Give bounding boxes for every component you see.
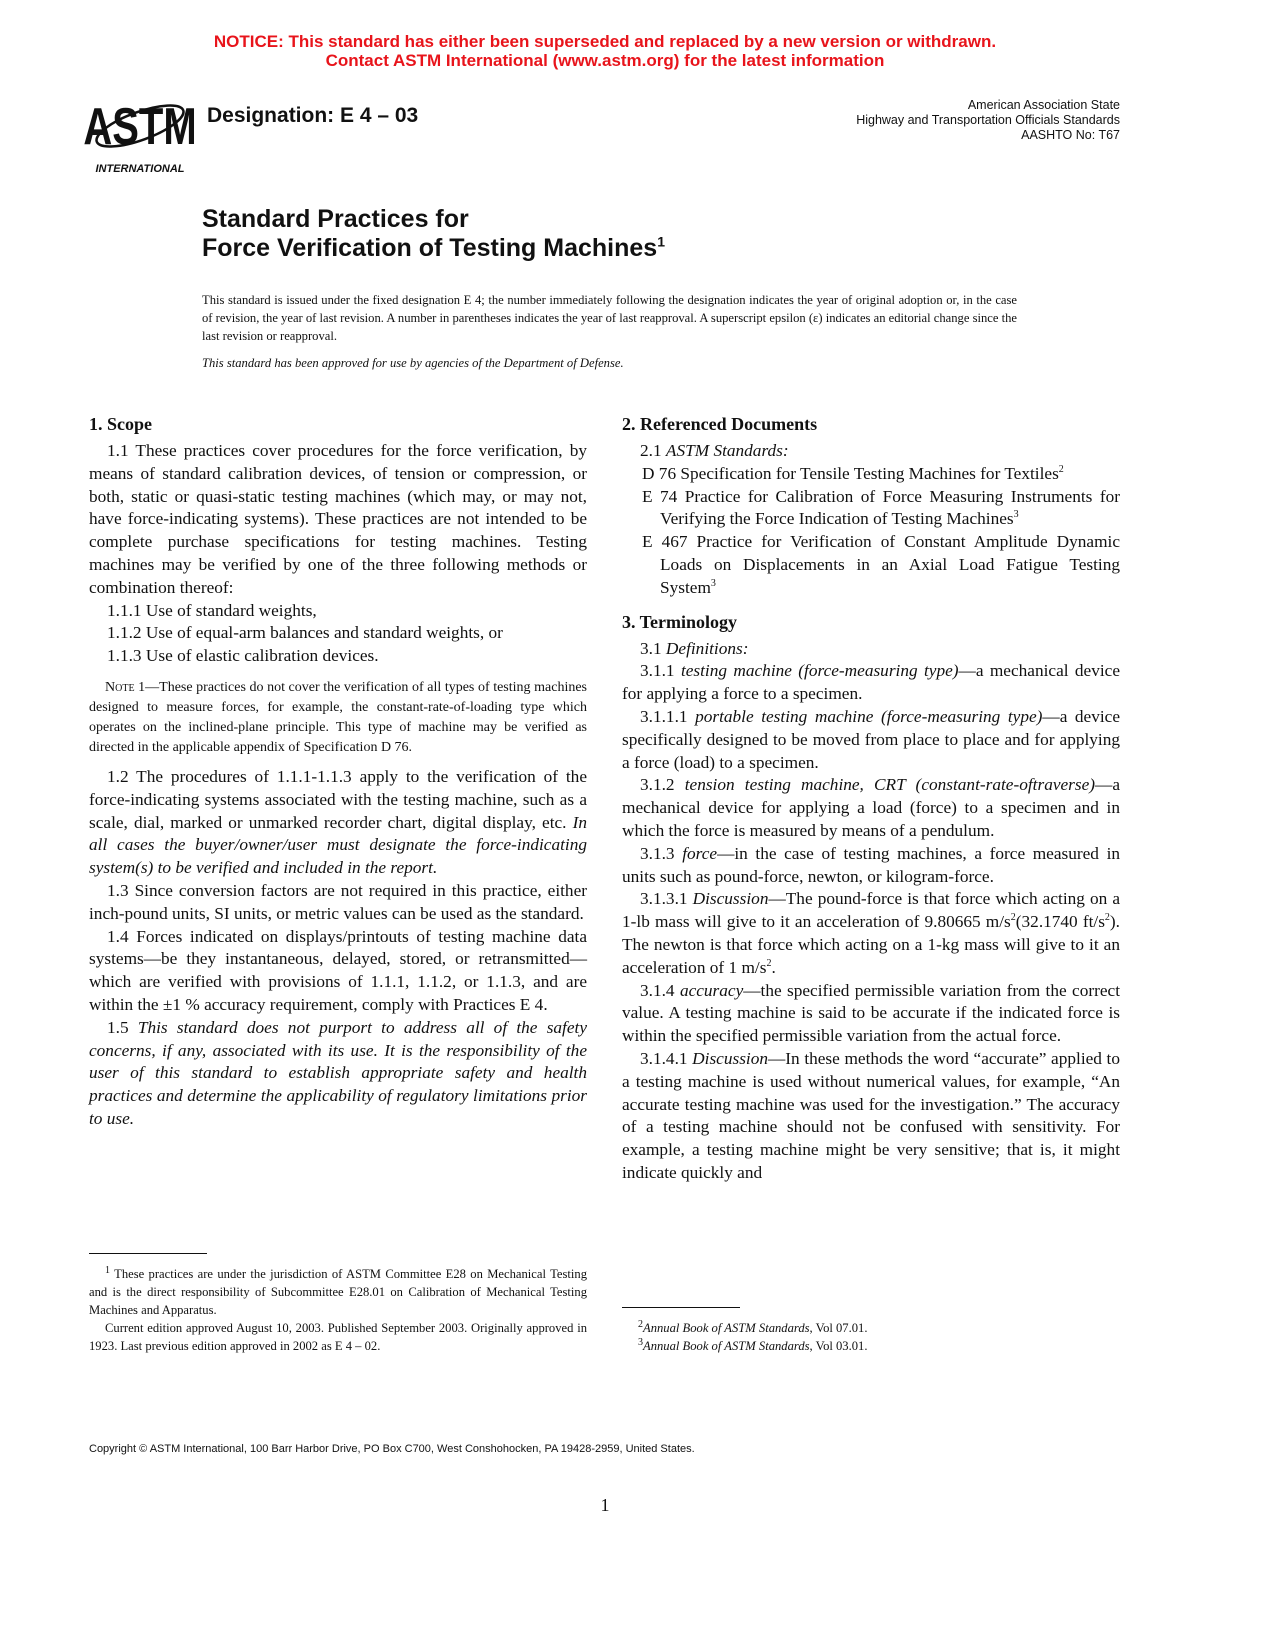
footnote-ref: 2 <box>1104 912 1110 924</box>
text-run: ASTM Standards: <box>665 441 789 460</box>
text-run: accuracy <box>679 980 744 1000</box>
svg-text:INTERNATIONAL: INTERNATIONAL <box>95 163 185 175</box>
text-run: Current edition approved August 10, 2003. Published September 2003. Originally approved in 1923. Last previous edition approved in 2002 as E 4 – 02. <box>89 1321 587 1353</box>
text-run: —a mechanical device for applying a force to a specimen. <box>622 661 1120 704</box>
title-line-2: Force Verification of Testing Machines <box>202 234 658 262</box>
text-run: force <box>682 843 718 863</box>
issuance-note: This standard is issued under the fixed designation E 4; the number immediately following the designation indicates the year of original adoption or, in the case of revision, the year of last revision. A number in parentheses indicates the year of last reapproval. A superscript epsilon (ε) indicates an editorial change since the last revision or reapproval. <box>202 293 1017 343</box>
text-run: 1.1.1 Use of standard weights, <box>107 600 317 620</box>
text-run: In all cases the buyer/owner/user must designate the force-indicating system(s) to be verified and included in the report. <box>89 812 587 878</box>
text-run: Annual Book of ASTM Standards <box>643 1321 810 1335</box>
text-run: 1.2 The procedures of 1.1.1-1.1.3 apply to the verification of the force-indicating systems associated with the testing machine, such as a scale, dial, marked or unmarked recorder chart, digital display, etc. <box>89 766 587 832</box>
text-run: —In these methods the word “accurate” applied to a testing machine is used without numerical values, for example, “An accurate testing machine was used for the investigation.” The accuracy of a testing machine should not be confused with sensitivity. For example, a testing machine might be very sensitive; that is, it might indicate quickly and <box>622 1048 1120 1182</box>
text-run: (32.1740 ft/s <box>1015 912 1105 932</box>
aashto-line: Highway and Transportation Officials Standards <box>856 113 1120 127</box>
paragraph <box>622 531 1120 599</box>
text-run: This standard does not purport to address all of the safety concerns, if any, associated with its use. It is the responsibility of the user of this standard to establish appropriate safety and health practices and determine the applicability of regulatory limitations prior to use. <box>89 1017 588 1128</box>
text-run: . <box>771 957 776 977</box>
section-heading: 1. Scope <box>89 414 152 434</box>
title-line-1: Standard Practices for <box>202 205 469 233</box>
text-run: 1.4 Forces indicated on displays/printouts of testing machine data systems—be they instantaneous, delayed, stored, or retransmitted—which are verified with provisions of 1.1.1, 1.1.2, or 1.1.3, and are within the ±1 % accuracy requirement, comply with Practices E 4. <box>89 926 587 1014</box>
footnotes-left <box>89 1265 587 1355</box>
aashto-reference <box>856 98 1120 143</box>
paragraph <box>622 1048 1120 1185</box>
text-run: portable testing machine (force-measuring type) <box>695 706 1043 726</box>
footnote-ref: 2 <box>638 1318 643 1330</box>
footnote-rule <box>89 1253 207 1254</box>
paragraph <box>89 440 587 600</box>
text-run: 3.1.3 <box>640 843 683 863</box>
text-run: These practices are under the jurisdiction of ASTM Committee E28 on Mechanical Testing and is the direct responsibility of Subcommittee E28.01 on Calibration of Mechanical Testing Machines and Apparatus. <box>89 1267 587 1317</box>
paragraph <box>89 926 587 1017</box>
text-run: 1.3 Since conversion factors are not required in this practice, either inch-pound units, SI units, or metric values can be used as the standard. <box>89 880 587 923</box>
footnote <box>622 1337 1120 1355</box>
designation: Designation: E 4 – 03 <box>207 104 419 127</box>
text-run: D 76 Specification for Tensile Testing Machines for Textiles <box>642 463 1059 483</box>
svg-text:ASTM: ASTM <box>83 96 197 156</box>
paragraph <box>622 638 1120 661</box>
text-run: testing machine (force-measuring type) <box>680 661 959 681</box>
footnote-ref: 3 <box>1013 509 1019 521</box>
document-title <box>202 205 665 263</box>
text-run: 3.1.3.1 <box>640 889 693 909</box>
text-run: 1.5 <box>107 1017 138 1037</box>
paragraph <box>89 600 587 623</box>
text-run: 1—These practices do not cover the verification of all types of testing machines designed to measure forces, for example, the constant-rate-of-loading type which operates on the inclined-plane principle. This type of machine may be verified as directed in the applicable appendix of Specification D 76. <box>89 679 587 755</box>
paragraph <box>622 706 1120 774</box>
text-run: —a device specifically designed to be moved from place to place and for applying a force (load) to a specimen. <box>622 706 1121 772</box>
dod-approval: This standard has been approved for use by agencies of the Department of Defense. <box>202 356 624 370</box>
footnote-ref: 2 <box>766 957 772 969</box>
footnotes-right <box>622 1319 1120 1355</box>
text-run: E 74 Practice for Calibration of Force Measuring Instruments for Verifying the Force Indication of Testing Machines <box>642 486 1120 529</box>
text-run: 3.1 <box>640 638 666 658</box>
text-run: Annual Book of ASTM Standards <box>643 1339 810 1353</box>
paragraph <box>89 766 587 880</box>
text-run: Discussion <box>692 1048 769 1068</box>
left-column <box>89 412 587 1131</box>
text-run: ). The newton is that force which acting on a 1-kg mass will give to it an acceleration of 1 m/s <box>622 912 1120 977</box>
page-number: 1 <box>600 1495 610 1515</box>
footnote-ref: 2 <box>1010 912 1016 924</box>
paragraph <box>622 774 1120 842</box>
text-run: E 467 Practice for Verification of Constant Amplitude Dynamic Loads on Displacements in an Axial Load Fatigue Testing System <box>642 532 1120 597</box>
text-run: 3.1.4 <box>640 980 680 1000</box>
text-run: 1.1.3 Use of elastic calibration devices. <box>107 646 379 666</box>
text-run: 3.1.4.1 <box>640 1048 693 1068</box>
notice-banner <box>0 32 1210 70</box>
notice-line-1: NOTICE: This standard has either been superseded and replaced by a new version or withdrawn. <box>213 32 997 51</box>
astm-logo <box>83 84 197 176</box>
aashto-line: American Association State <box>967 98 1120 112</box>
footnote-ref: 1 <box>657 233 665 250</box>
paragraph <box>89 622 587 645</box>
text-run: —The pound-force is that force which acting on a 1-lb mass will give to it an acceleration of 9.80665 m/s <box>622 889 1121 932</box>
footnote-ref: 3 <box>710 578 716 590</box>
notice-line-2: Contact ASTM International (www.astm.org) for the latest information <box>325 51 885 70</box>
section-heading: 3. Terminology <box>622 611 738 632</box>
text-run: 1.1.2 Use of equal-arm balances and standard weights, or <box>107 623 503 643</box>
section-heading: 2. Referenced Documents <box>622 414 818 434</box>
text-run: 3.1.2 <box>640 775 685 795</box>
text-run: Definitions: <box>665 638 749 658</box>
right-column <box>622 412 1120 1185</box>
text-run: —a mechanical device for applying a load (force) to a specimen and in which the force is measured by means of a pendulum. <box>622 775 1120 840</box>
text-run: , Vol 07.01. <box>809 1321 868 1335</box>
text-run: 3.1.1.1 <box>640 706 696 726</box>
text-run: , Vol 03.01. <box>809 1339 868 1353</box>
paragraph <box>89 1017 587 1131</box>
footnote-ref: 2 <box>1058 464 1064 476</box>
aashto-line: AASHTO No: T67 <box>1021 128 1120 142</box>
paragraph <box>622 660 1120 706</box>
footnote <box>622 1319 1120 1337</box>
text-run: 2.1 <box>640 441 666 460</box>
paragraph <box>622 888 1120 979</box>
paragraph <box>622 980 1120 1048</box>
paragraph <box>622 440 1120 463</box>
text-run: Discussion <box>692 889 769 909</box>
paragraph <box>622 463 1120 486</box>
copyright: Copyright © ASTM International, 100 Barr Harbor Drive, PO Box C700, West Conshohocken, PA 19428-2959, United States. <box>89 1443 695 1455</box>
footnote <box>89 1319 587 1355</box>
footnote-rule <box>622 1307 740 1308</box>
footnote-ref: 1 <box>105 1264 110 1276</box>
text-run: Note <box>105 679 135 695</box>
paragraph <box>89 645 587 668</box>
paragraph <box>89 880 587 926</box>
text-run: 3.1.1 <box>640 661 681 681</box>
text-run: 1.1 These practices cover procedures for the force verification, by means of standard calibration devices, of tension or compression, or both, static or quasi-static testing machines (which may, or may not, have force-indicating systems). These practices are not intended to be complete purchase specifications for testing machines. Testing machines may be verified by one of the three following methods or combination thereof: <box>89 441 587 597</box>
footnote <box>89 1265 587 1319</box>
text-run: —in the case of testing machines, a force measured in units such as pound-force, newton, or kilogram-force. <box>622 843 1121 886</box>
paragraph <box>622 843 1120 889</box>
footnote-ref: 3 <box>638 1336 643 1348</box>
text-run: tension testing machine, CRT (constant-rate-oftraverse) <box>684 775 1096 795</box>
paragraph <box>89 678 587 758</box>
text-run: —the specified permissible variation from the correct value. A testing machine is said to be accurate if the indicated force is within the specified permissible variation from the actual force. <box>622 980 1120 1046</box>
paragraph <box>622 486 1120 532</box>
